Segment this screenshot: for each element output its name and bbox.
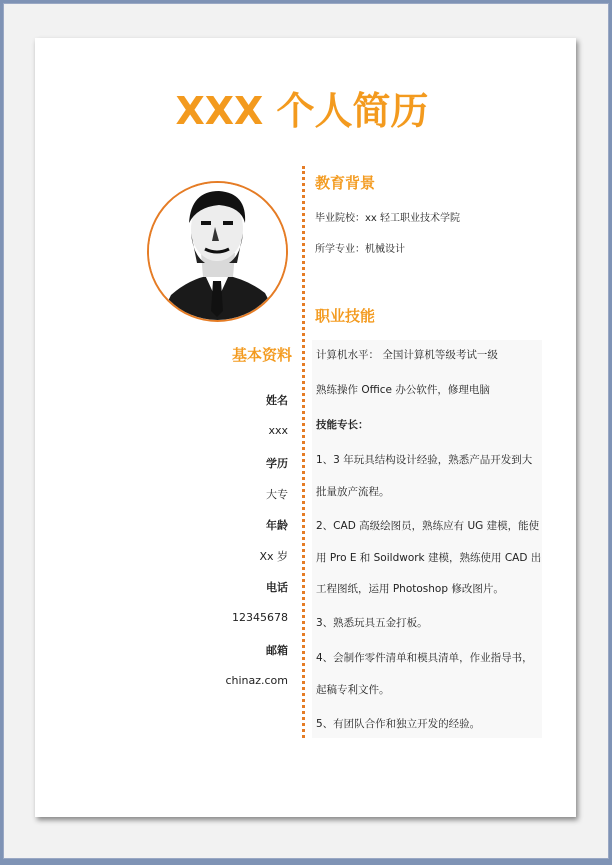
education-level-label: 学历 [266, 457, 288, 470]
portrait-photo [147, 181, 288, 322]
skills-heading: 职业技能 [315, 307, 376, 325]
basic-info-heading: 基本资料 [231, 346, 292, 364]
skills-box [312, 340, 542, 738]
education-heading: 教育背景 [315, 174, 376, 192]
skill-line: 5、有团队合作和独立开发的经验。 [316, 718, 481, 730]
email-value: chinaz.com [225, 674, 288, 687]
phone-value: 12345678 [232, 611, 288, 624]
email-label: 邮箱 [266, 644, 288, 657]
skill-line: 批量放产流程。 [316, 486, 390, 498]
resume-title: XXX 个人简历 [175, 89, 429, 133]
skill-line: 用 Pro E 和 Soildwork 建模，熟练使用 CAD 出 [316, 552, 542, 564]
phone-label: 电话 [266, 581, 288, 594]
age-value: Xx 岁 [259, 550, 288, 563]
skill-line: 工程图纸，运用 Photoshop 修改图片。 [316, 583, 504, 595]
graduated-school: 毕业院校：xx 轻工职业技术学院 [315, 213, 461, 224]
skill-line: 技能专长： [316, 419, 369, 431]
skill-line: 3、熟悉玩具五金打板。 [316, 617, 428, 629]
skill-line: 2、CAD 高级绘图员，熟练应有 UG 建模，能使 [316, 520, 540, 532]
skill-line: 熟练操作 Office 办公软件，修理电脑 [316, 384, 490, 396]
age-label: 年龄 [266, 519, 288, 532]
portrait-silhouette-icon [149, 183, 286, 320]
column-divider [302, 166, 305, 738]
skill-line: 起稿专利文件。 [316, 684, 390, 696]
education-level-value: 大专 [266, 488, 288, 501]
name-label: 姓名 [266, 394, 288, 407]
major: 所学专业：机械设计 [315, 244, 405, 255]
skill-line: 计算机水平： 全国计算机等级考试一级 [316, 349, 498, 361]
skill-line: 1、3 年玩具结构设计经验，熟悉产品开发到大 [316, 454, 533, 466]
name-value: xxx [268, 424, 288, 437]
skill-line: 4、会制作零件清单和模具清单，作业指导书， [316, 652, 533, 664]
